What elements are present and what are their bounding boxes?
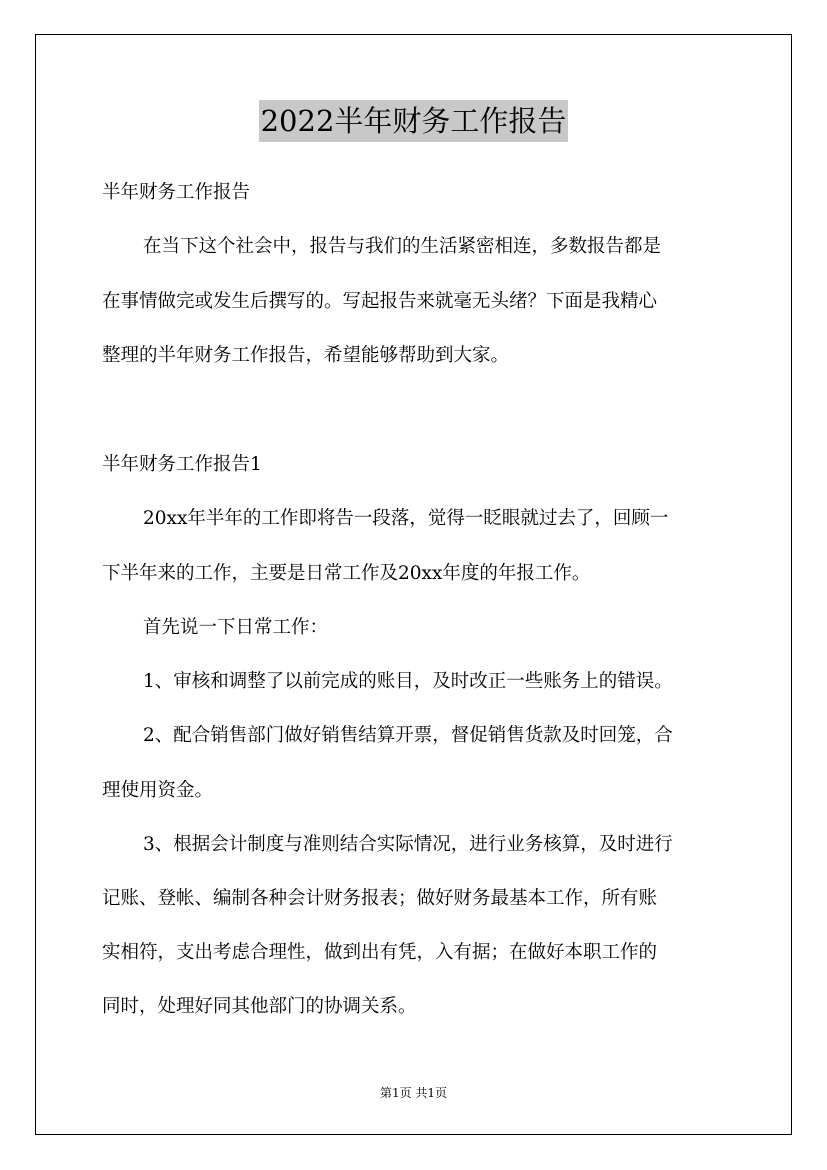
paragraph-line: 同时，处理好同其他部门的协调关系。 [102, 996, 417, 1017]
paragraph-line: 首先说一下日常工作： [143, 617, 329, 638]
section-heading: 半年财务工作报告1 [102, 454, 262, 475]
paragraph-line: 记账、登帐、编制各种会计财务报表；做好财务最基本工作，所有账 [102, 888, 658, 909]
paragraph-line: 20xx年半年的工作即将告一段落，觉得一眨眼就过去了，回顾一 [143, 508, 669, 529]
paragraph-line: 在当下这个社会中，报告与我们的生活紧密相连，多数报告都是 [143, 236, 662, 257]
section-heading: 半年财务工作报告 [102, 182, 251, 203]
title-container [0, 100, 827, 142]
page-footer: 第1页 共1页 [379, 1086, 448, 1100]
paragraph-line: 整理的半年财务工作报告，希望能够帮助到大家。 [102, 345, 510, 366]
document-title: 2022半年财务工作报告 [259, 100, 569, 142]
paragraph-line: 2、配合销售部门做好销售结算开票，督促销售货款及时回笼，合 [143, 725, 673, 746]
paragraph-line: 1、审核和调整了以前完成的账目，及时改正一些账务上的错误。 [143, 671, 673, 692]
paragraph-line: 在事情做完或发生后撰写的。写起报告来就毫无头绪？下面是我精心 [102, 291, 658, 312]
paragraph-line: 下半年来的工作，主要是日常工作及20xx年度的年报工作。 [102, 563, 591, 584]
paragraph-line: 实相符，支出考虑合理性，做到出有凭，入有据；在做好本职工作的 [102, 942, 658, 963]
paragraph-line: 理使用资金。 [102, 780, 214, 801]
paragraph-line: 3、根据会计制度与准则结合实际情况，进行业务核算，及时进行 [143, 834, 673, 855]
